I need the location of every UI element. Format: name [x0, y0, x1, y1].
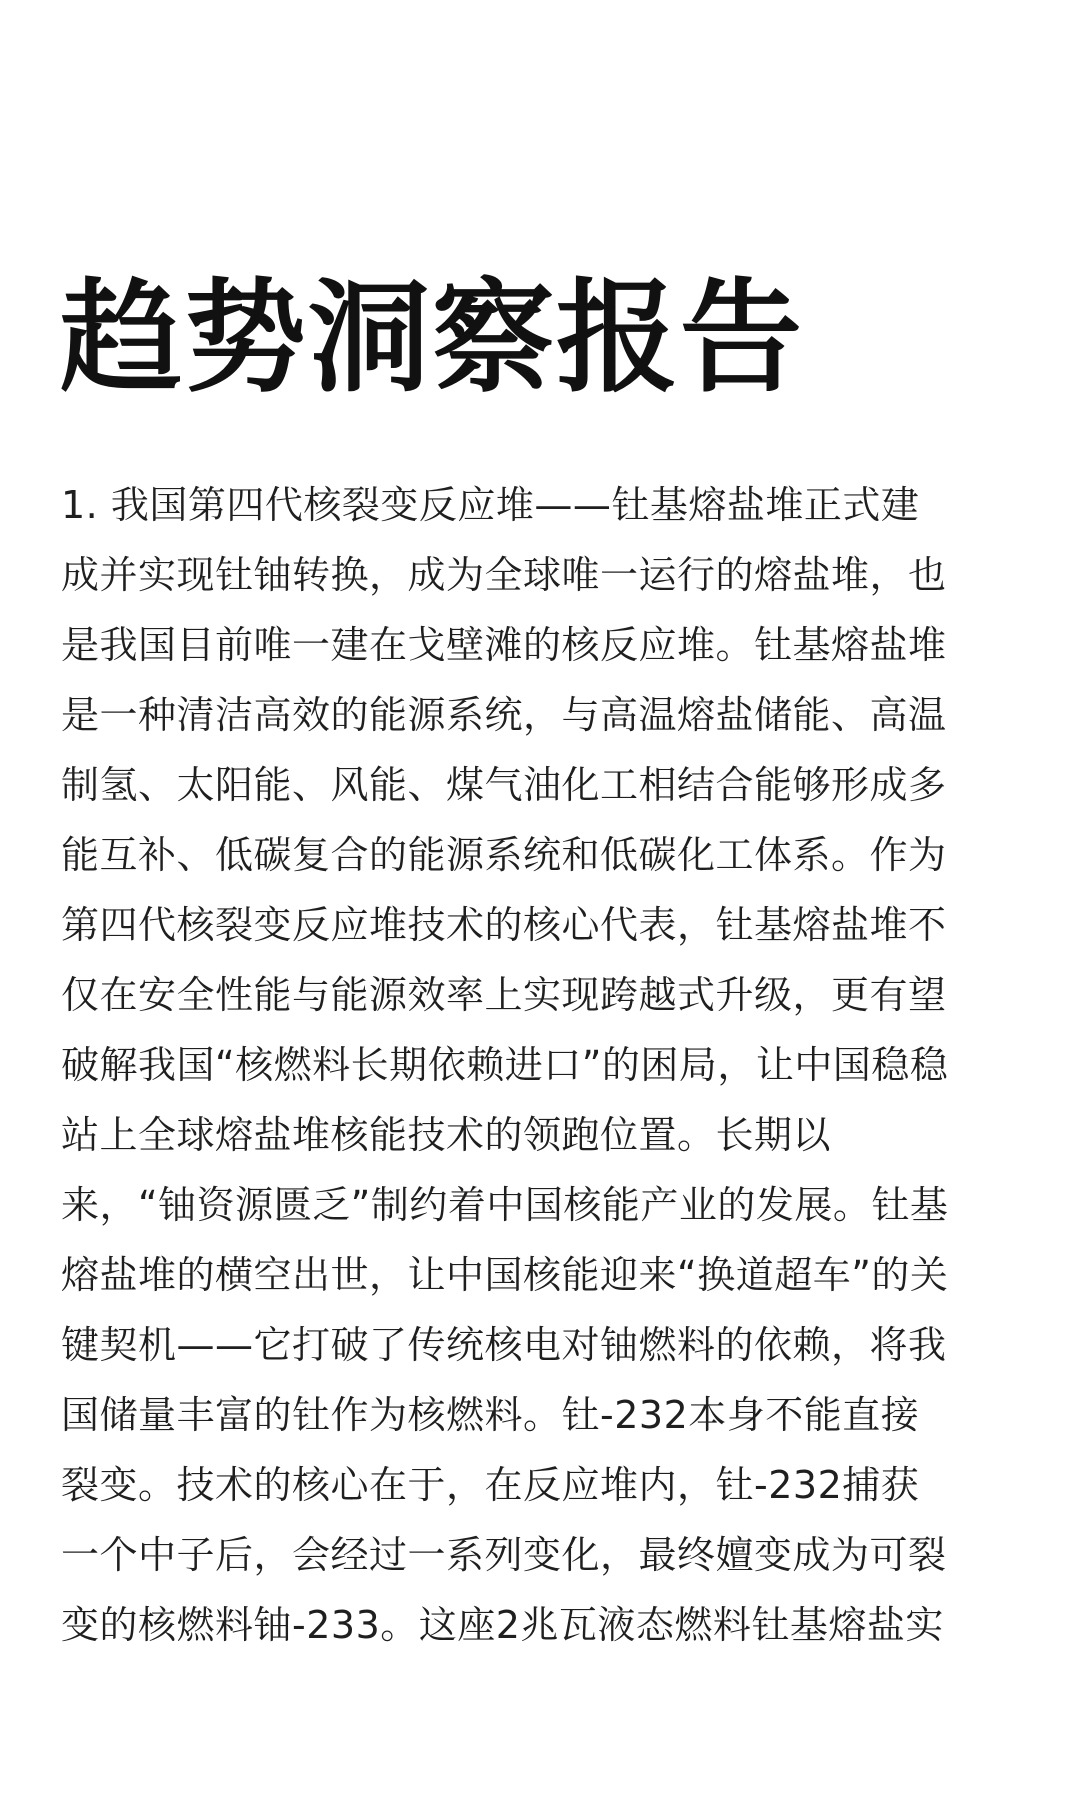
body-line-11: 来，“铀资源匮乏”制约着中国核能产业的发展。钍基 — [61, 1183, 949, 1227]
body-line-14: 国储量丰富的钍作为核燃料。钍-232本身不能直接 — [61, 1393, 920, 1437]
body-line-10: 站上全球熔盐堆核能技术的领跑位置。长期以 — [61, 1113, 832, 1157]
body-line-2: 成并实现钍铀转换，成为全球唯一运行的熔盐堆，也 — [61, 553, 947, 597]
body-line-16: 一个中子后，会经过一系列变化，最终嬗变成为可裂 — [61, 1533, 947, 1577]
report-body — [61, 470, 1031, 1660]
body-line-8: 仅在安全性能与能源效率上实现跨越式升级，更有望 — [61, 973, 947, 1017]
body-line-3: 是我国目前唯一建在戈壁滩的核反应堆。钍基熔盐堆 — [61, 623, 947, 667]
body-line-4: 是一种清洁高效的能源系统，与高温熔盐储能、高温 — [61, 693, 947, 737]
body-line-12: 熔盐堆的横空出世，让中国核能迎来“换道超车”的关 — [61, 1253, 949, 1297]
body-line-17: 变的核燃料铀-233。这座2兆瓦液态燃料钍基熔盐实 — [61, 1603, 944, 1647]
body-line-5: 制氢、太阳能、风能、煤气油化工相结合能够形成多 — [61, 763, 947, 807]
report-title: 趋势洞察报告 — [60, 267, 804, 409]
body-line-7: 第四代核裂变反应堆技术的核心代表，钍基熔盐堆不 — [61, 903, 947, 947]
body-line-13: 键契机——它打破了传统核电对铀燃料的依赖，将我 — [61, 1323, 947, 1367]
body-line-9: 破解我国“核燃料长期依赖进口”的困局，让中国稳稳 — [61, 1043, 949, 1087]
body-line-6: 能互补、低碳复合的能源系统和低碳化工体系。作为 — [61, 833, 947, 877]
body-line-1: 1. 我国第四代核裂变反应堆——钍基熔盐堆正式建 — [61, 483, 920, 527]
body-line-15: 裂变。技术的核心在于，在反应堆内，钍-232捕获 — [61, 1463, 920, 1507]
